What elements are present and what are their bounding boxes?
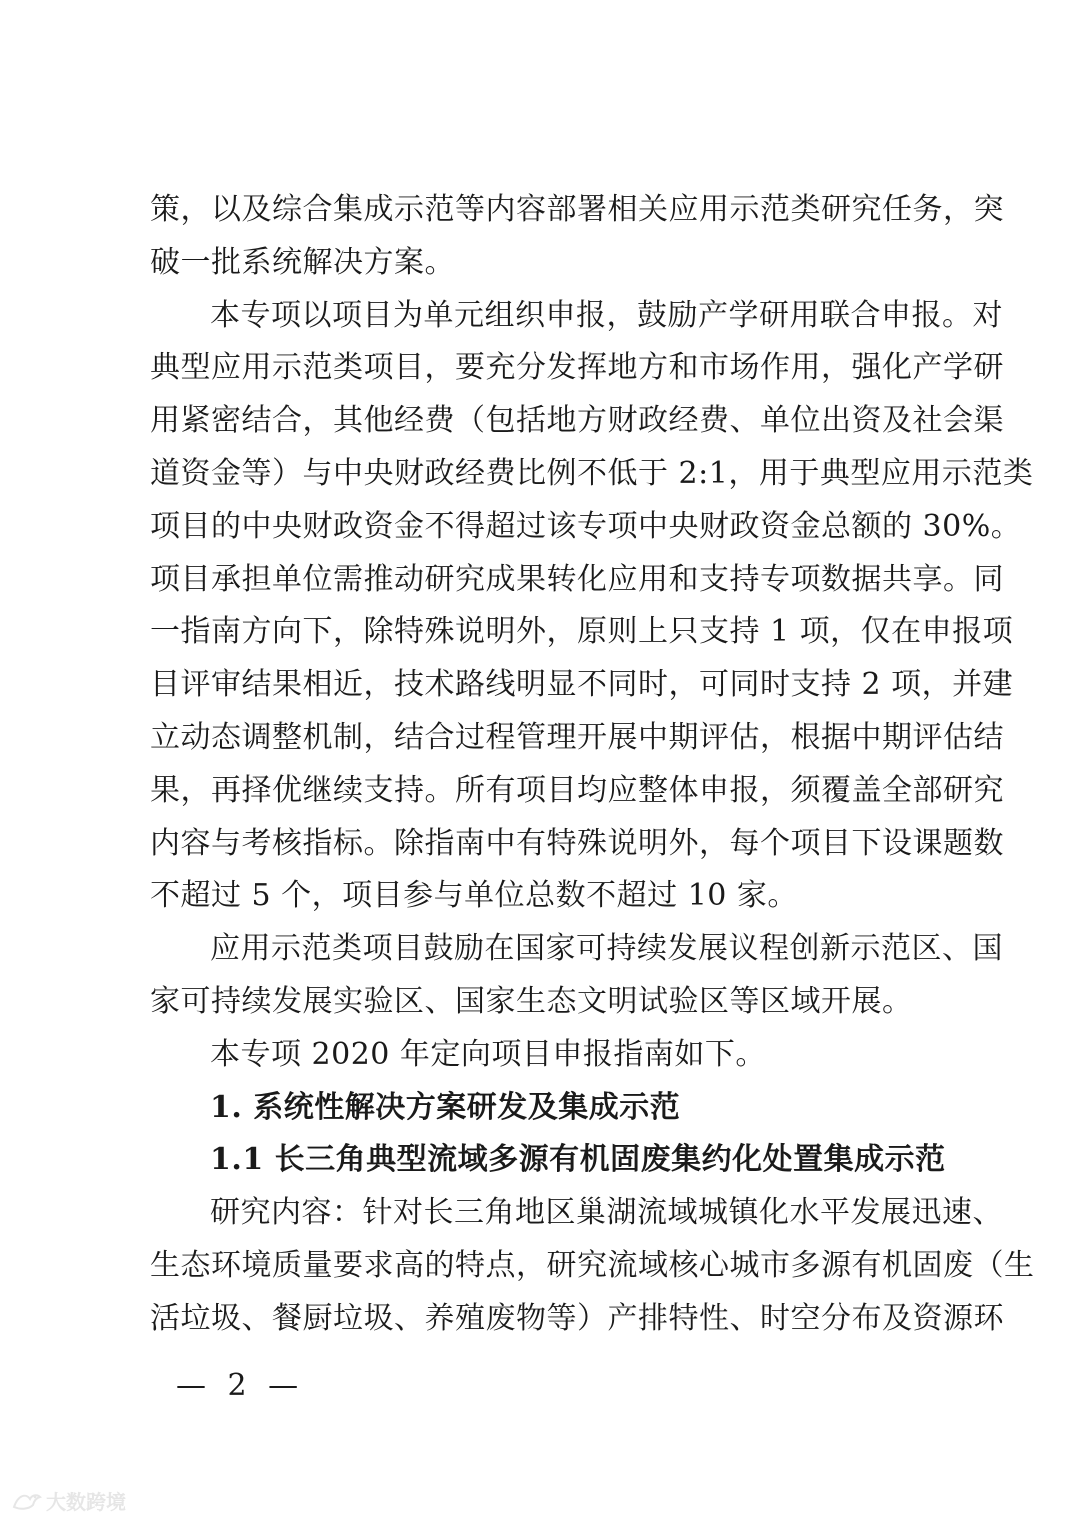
bird-logo-icon [12, 1489, 42, 1513]
text-line: 典型应用示范类项目，要充分发挥地方和市场作用，强化产学研 [150, 350, 1004, 386]
text-line: 用紧密结合，其他经费（包括地方财政经费、单位出资及社会渠 [150, 403, 1004, 439]
text-line: 活垃圾、餐厨垃圾、养殖废物等）产排特性、时空分布及资源环 [150, 1300, 1004, 1336]
text-line: 本专项以项目为单元组织申报，鼓励产学研用联合申报。对 [210, 297, 1003, 333]
text-line: 家可持续发展实验区、国家生态文明试验区等区域开展。 [150, 983, 913, 1019]
watermark-text: 大数跨境 [46, 1490, 126, 1514]
text-line: 策，以及综合集成示范等内容部署相关应用示范类研究任务，突 [150, 192, 1004, 227]
text-line: 项目的中央财政资金不得超过该专项中央财政资金总额的 30%。 [150, 508, 1022, 544]
text-line: 目评审结果相近，技术路线明显不同时，可同时支持 2 项，并建 [150, 667, 1014, 703]
text-line: 不超过 5 个，项目参与单位总数不超过 10 家。 [150, 878, 798, 914]
section-heading: 1.1 长三角典型流域多源有机固废集约化处置集成示范 [210, 1142, 946, 1178]
page-number: — 2 — [176, 1368, 305, 1403]
text-line: 应用示范类项目鼓励在国家可持续发展议程创新示范区、国 [210, 931, 1003, 967]
text-line: 道资金等）与中央财政经费比例不低于 2:1，用于典型应用示范类 [150, 455, 1034, 491]
text-line: 本专项 2020 年定向项目申报指南如下。 [210, 1036, 766, 1072]
text-line: 项目承担单位需推动研究成果转化应用和支持专项数据共享。同 [150, 561, 1004, 597]
text-line: 生态环境质量要求高的特点，研究流域核心城市多源有机固废（生 [150, 1247, 1035, 1283]
text-line: 果，再择优继续支持。所有项目均应整体申报，须覆盖全部研究 [150, 772, 1004, 808]
text-line: 一指南方向下，除特殊说明外，原则上只支持 1 项，仅在申报项 [150, 614, 1014, 650]
text-line: 研究内容：针对长三角地区巢湖流域城镇化水平发展迅速、 [210, 1195, 1003, 1231]
watermark [12, 1486, 126, 1515]
text-line: 破一批系统解决方案。 [150, 244, 455, 280]
document-body [150, 184, 1035, 1346]
text-line: 内容与考核指标。除指南中有特殊说明外，每个项目下设课题数 [150, 825, 1004, 861]
text-line: 立动态调整机制，结合过程管理开展中期评估，根据中期评估结 [150, 719, 1004, 755]
section-heading: 1. 系统性解决方案研发及集成示范 [210, 1089, 681, 1125]
